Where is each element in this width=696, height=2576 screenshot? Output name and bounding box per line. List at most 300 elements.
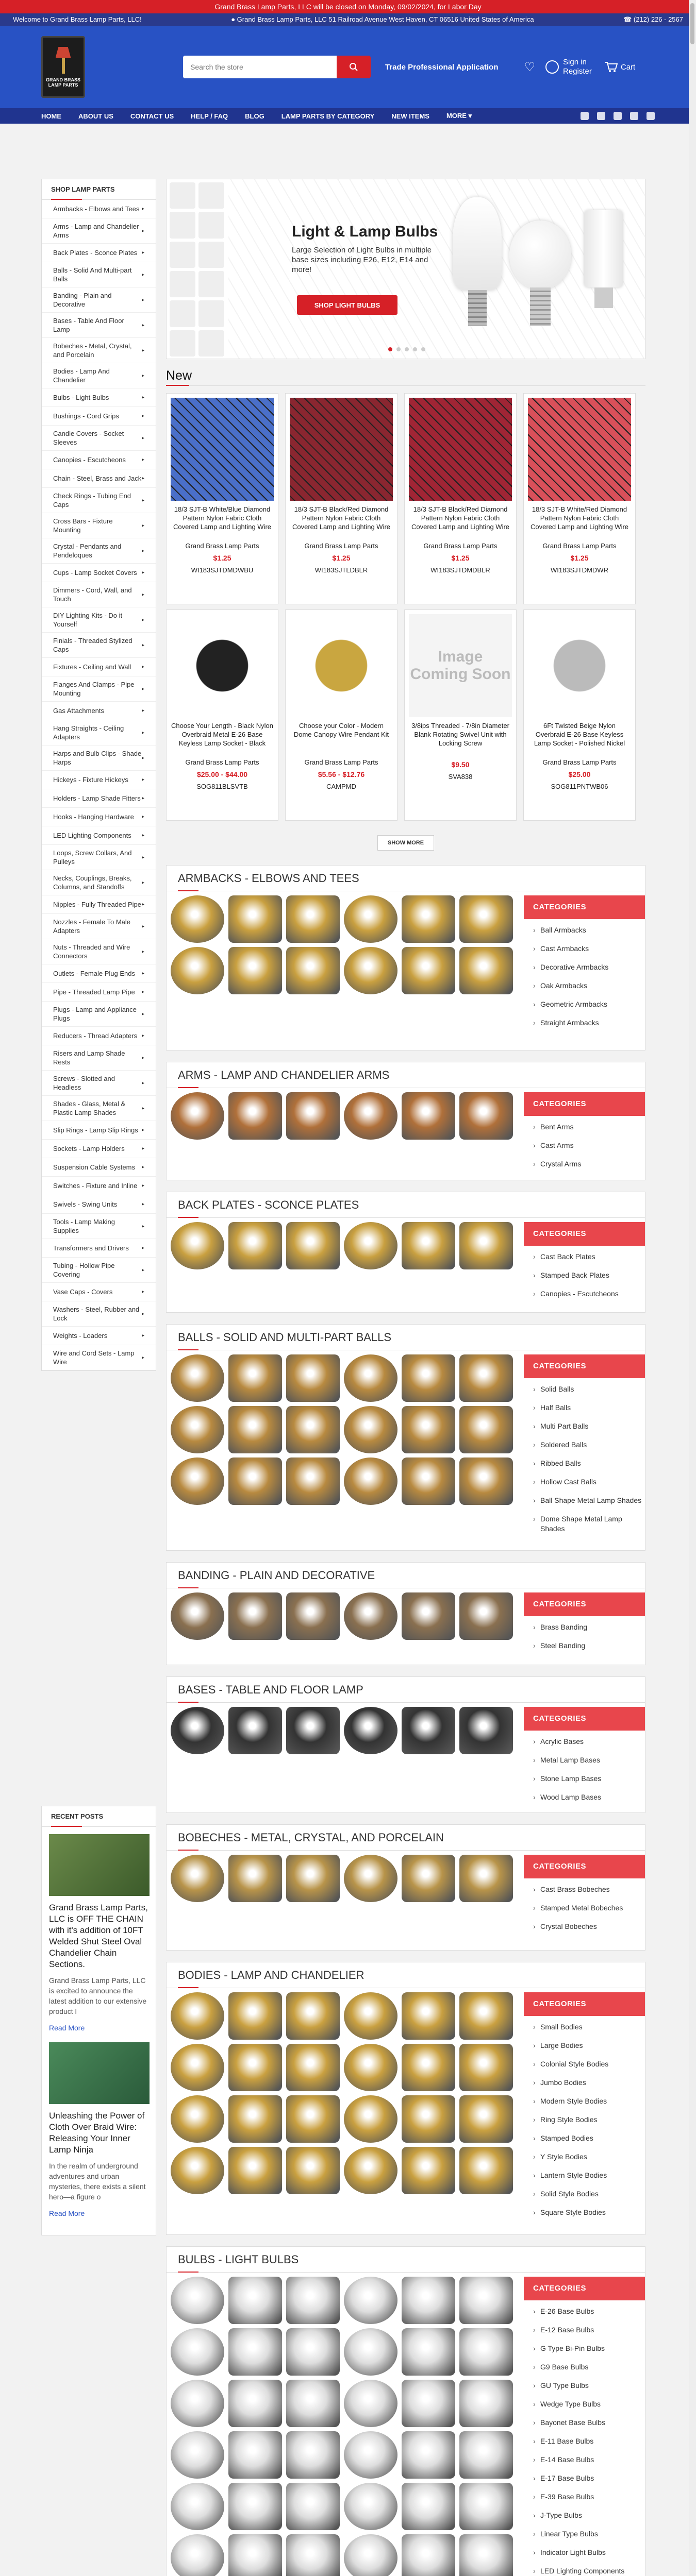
subcategory-link[interactable]: › Cast Armbacks [533,944,645,954]
register-link[interactable]: Register [563,67,592,76]
product-image[interactable] [409,614,512,717]
product-sku: SVA838 [448,773,473,781]
subcategory-link[interactable]: › Straight Armbacks [533,1018,645,1028]
subcategory-link[interactable]: › E-39 Base Bulbs [533,2492,645,2502]
part-image [228,2328,282,2376]
sidebar-item-label: Washers - Steel, Rubber and Lock [53,1306,140,1322]
category-image[interactable] [171,2277,521,2576]
part-image [402,2147,455,2194]
subcategory-link[interactable]: › Small Bodies [533,2022,645,2032]
sidebar-item[interactable] [42,1327,156,1345]
subcategory-link[interactable]: › Square Style Bodies [533,2208,645,2217]
search-button[interactable] [337,56,371,78]
product-card[interactable] [285,609,397,821]
subcategory-box [524,1354,645,1543]
carousel-dots[interactable] [388,347,429,351]
category-section [166,2246,645,2576]
product-price: $9.50 [451,760,470,769]
sidebar-item[interactable] [42,1027,156,1045]
sidebar-item[interactable] [42,426,156,451]
subcategory-link[interactable]: › E-12 Base Bulbs [533,2325,645,2335]
sidebar-item[interactable] [42,939,156,964]
subcategory-link[interactable]: › Bent Arms [533,1122,645,1132]
part-image [228,2044,282,2091]
product-price: $1.25 [213,554,231,562]
sidebar-item[interactable] [42,1345,156,1370]
product-sku: WI183SJTDMDWBU [191,566,254,574]
part-image [402,2431,455,2479]
sidebar-item[interactable] [42,1071,156,1096]
category-section-title[interactable]: BANDING - PLAIN AND DECORATIVE [167,1563,645,1588]
post-image[interactable] [49,1834,150,1896]
sidebar-item[interactable] [42,388,156,407]
subcategory-link[interactable]: › Half Balls [533,1403,645,1413]
subcategory-link[interactable]: › Y Style Bodies [533,2152,645,2162]
part-image [171,2328,224,2376]
product-image[interactable] [171,614,274,717]
category-section-title[interactable]: ARMBACKS - ELBOWS AND TEES [167,866,645,891]
chevron-right-icon: ▸ [141,777,144,783]
subcategory-link[interactable]: › Modern Style Bodies [533,2096,645,2106]
subcategory-heading: CATEGORIES [524,1855,645,1878]
chevron-right-icon: ▸ [141,322,144,328]
product-price: $1.25 [332,554,351,562]
sidebar-item[interactable] [42,914,156,939]
subcategory-link[interactable]: › E-14 Base Bulbs [533,2455,645,2465]
nav-categories[interactable]: LAMP PARTS BY CATEGORY [281,112,375,120]
sidebar-item[interactable] [42,262,156,287]
part-image [228,1992,282,2040]
product-sku: CAMPMD [326,783,356,790]
sidebar-item[interactable] [42,1121,156,1140]
part-image [344,2328,397,2376]
category-section [166,1676,645,1813]
part-image [286,2483,340,2530]
subcategory-link[interactable]: › LED Lighting Components [533,2566,645,2576]
subcategory-link[interactable]: › Lantern Style Bodies [533,2171,645,2180]
nav-contact[interactable]: CONTACT US [130,112,174,120]
twitter-icon[interactable] [597,112,605,120]
product-brand: Grand Brass Lamp Parts [542,542,617,550]
sidebar-item-label: Banding - Plain and Decorative [53,292,112,308]
subcategory-link[interactable]: › Indicator Light Bulbs [533,2548,645,2557]
subcategory-link[interactable]: › Canopies - Escutcheons [533,1289,645,1299]
subcategory-link[interactable]: › Acrylic Bases [533,1737,645,1747]
category-section [166,1192,645,1313]
chevron-right-icon: ▸ [141,476,144,481]
sidebar-item[interactable] [42,1214,156,1239]
subcategory-link[interactable]: › Linear Type Bulbs [533,2529,645,2539]
chevron-right-icon: ▸ [141,708,144,714]
product-name[interactable]: 6Ft Twisted Beige Nylon Overbraid E-26 Base Keyless Lamp Socket - Polished Nickel [534,722,625,747]
chevron-right-icon: ▸ [141,686,144,692]
subcategory-heading: CATEGORIES [524,1592,645,1616]
category-section [166,1824,645,1951]
product-price: $1.25 [451,554,470,562]
product-name[interactable]: Choose your Color - Modern Dome Canopy Wire Pendant Kit [293,722,389,738]
sidebar-item[interactable] [42,789,156,808]
chevron-right-icon: ▸ [141,814,144,820]
subcategory-link[interactable]: › Cast Arms [533,1141,645,1150]
chevron-right-icon: ▸ [141,1201,144,1207]
sidebar-item-label: Pipe - Threaded Lamp Pipe [53,988,135,996]
product-card[interactable] [404,393,517,604]
sidebar-item[interactable] [42,1140,156,1158]
product-card[interactable] [404,609,517,821]
part-image [459,1354,513,1402]
sidebar-item[interactable] [42,702,156,720]
subcategory-link[interactable]: › Cast Brass Bobeches [533,1885,645,1894]
facebook-icon[interactable] [581,112,589,120]
search-input[interactable] [183,56,337,78]
product-card[interactable] [166,609,278,821]
category-section-title[interactable]: BACK PLATES - SCONCE PLATES [167,1192,645,1218]
category-section-title[interactable]: BODIES - LAMP AND CHANDELIER [167,1962,645,1988]
read-more-link[interactable]: Read More [49,2209,85,2217]
category-image[interactable] [171,1855,521,1902]
shop-bulbs-button[interactable]: SHOP LIGHT BULBS [297,295,397,315]
sidebar-item[interactable] [42,1002,156,1027]
sign-in-link[interactable]: Sign in [563,58,587,66]
product-name[interactable]: 18/3 SJT-B Black/Red Diamond Pattern Nylon Fabric Cloth Covered Lamp and Lighting Wire [292,505,391,531]
product-name[interactable]: 18/3 SJT-B White/Red Diamond Pattern Nylon Fabric Cloth Covered Lamp and Lighting Wire [530,505,629,531]
sidebar-item[interactable] [42,720,156,745]
subcategory-link[interactable]: › Bayonet Base Bulbs [533,2418,645,2428]
part-image [286,1406,340,1453]
part-image [459,2147,513,2194]
sidebar-item[interactable] [42,313,156,338]
category-section-title[interactable]: BALLS - SOLID AND MULTI-PART BALLS [167,1325,645,1350]
subcategory-link[interactable]: › Jumbo Bodies [533,2078,645,2088]
product-image[interactable] [528,398,631,501]
part-image [228,1406,282,1453]
subcategory-link[interactable]: › Soldered Balls [533,1440,645,1450]
chevron-right-icon: ▸ [141,497,144,503]
subcategory-link[interactable]: › Steel Banding [533,1641,645,1651]
sidebar-item[interactable] [42,287,156,313]
sidebar-item[interactable] [42,407,156,426]
bulb-base [594,287,613,308]
part-image [171,1458,224,1505]
sidebar-item[interactable] [42,607,156,633]
part-image [344,2431,397,2479]
sidebar-item[interactable] [42,200,156,218]
part-image [228,947,282,994]
sidebar-item[interactable] [42,488,156,513]
banner-subtitle: Large Selection of Light Bulbs in multiple base sizes including E26, E12, E14 and more! [292,246,432,274]
sidebar-item-label: Suspension Cable Systems [53,1163,135,1171]
sidebar-item-label: Balls - Solid And Multi-part Balls [53,266,132,283]
post-image[interactable] [49,2042,150,2104]
chevron-right-icon: ▸ [141,435,144,441]
part-image [459,1458,513,1505]
category-image[interactable] [171,1992,521,2194]
subcategory-link[interactable]: › E-26 Base Bulbs [533,2307,645,2316]
youtube-icon[interactable] [647,112,655,120]
chevron-right-icon: ▸ [141,1333,144,1338]
category-section-title[interactable]: ARMS - LAMP AND CHANDELIER ARMS [167,1062,645,1088]
sidebar-item-label: DIY Lighting Kits - Do it Yourself [53,612,123,628]
subcategory-link[interactable]: › Solid Style Bodies [533,2189,645,2199]
sidebar-item[interactable] [42,1158,156,1177]
subcategory-link[interactable]: › Decorative Armbacks [533,962,645,972]
post-title[interactable]: Unleashing the Power of Cloth Over Braid Wire: Releasing Your Inner Lamp Ninja [49,2111,145,2155]
sidebar-item[interactable] [42,1258,156,1283]
part-image [228,1592,282,1640]
subcategory-link[interactable]: › Crystal Bobeches [533,1922,645,1931]
sidebar-item-label: Cups - Lamp Socket Covers [53,569,137,577]
part-image [344,2534,397,2576]
wishlist-icon[interactable]: ♡ [524,60,536,74]
chevron-right-icon: ▸ [141,1164,144,1170]
sidebar-item-label: Crystal - Pendants and Pendeloques [53,543,122,559]
subcategory-link[interactable]: › Oak Armbacks [533,981,645,991]
sidebar-item[interactable] [42,1195,156,1214]
sidebar-item[interactable] [42,771,156,789]
subcategory-link[interactable]: › Brass Banding [533,1622,645,1632]
subcategory-link[interactable]: › Colonial Style Bodies [533,2059,645,2069]
chevron-right-icon: ▸ [141,272,144,278]
subcategory-link[interactable]: › Stamped Bodies [533,2133,645,2143]
sidebar-item-label: Transformers and Drivers [53,1244,129,1252]
show-more-button[interactable]: SHOW MORE [377,835,434,851]
part-image [344,1855,397,1902]
part-image [344,2095,397,2143]
category-image[interactable] [171,1592,521,1640]
subcategory-heading: CATEGORIES [524,1992,645,2016]
chevron-right-icon: ▸ [141,1311,144,1317]
category-image[interactable] [171,1354,521,1505]
subcategory-link[interactable]: › Crystal Arms [533,1159,645,1169]
subcategory-link[interactable]: › G9 Base Bulbs [533,2362,645,2372]
product-name[interactable]: Choose Your Length - Black Nylon Overbraid Metal E-26 Base Keyless Lamp Socket - Black [171,722,273,747]
nav-new-items[interactable]: NEW ITEMS [391,112,429,120]
product-card[interactable] [523,393,636,604]
product-image[interactable] [409,398,512,501]
part-image [402,1855,455,1902]
chevron-right-icon: ▸ [141,1080,144,1086]
sidebar-item-label: Bodies - Lamp And Chandelier [53,367,110,384]
subcategory-link[interactable]: › Stamped Metal Bobeches [533,1903,645,1913]
category-section-title[interactable]: BASES - TABLE AND FLOOR LAMP [167,1677,645,1703]
sidebar-item[interactable] [42,1177,156,1195]
subcategory-link[interactable]: › Hollow Cast Balls [533,1477,645,1487]
cart-button[interactable]: Cart [604,61,635,73]
sidebar-item[interactable] [42,338,156,363]
post-title[interactable]: Grand Brass Lamp Parts, LLC is OFF THE CHAIN with it's addition of 10FT Welded Shut Steel Oval Chandelier Chain Sections. [49,1903,148,1969]
part-image [459,2095,513,2143]
subcategory-link[interactable]: › Ring Style Bodies [533,2115,645,2125]
sidebar-item[interactable] [42,633,156,658]
product-image[interactable] [290,614,393,717]
product-name[interactable]: 3/8ips Threaded - 7/8in Diameter Blank Rotating Swivel Unit with Locking Screw [411,722,509,747]
category-section [166,865,645,1050]
sidebar-item[interactable] [42,870,156,895]
pinterest-icon[interactable] [630,112,638,120]
sidebar-item[interactable] [42,218,156,244]
sidebar-item[interactable] [42,1239,156,1258]
sidebar-item-label: Gas Attachments [53,707,104,715]
chevron-right-icon: ▸ [141,548,144,554]
sidebar-item-label: Cross Bars - Fixture Mounting [53,517,113,534]
part-image [459,1992,513,2040]
part-image [286,1855,340,1902]
product-price: $1.25 [570,554,589,562]
part-image [402,2044,455,2091]
part-image [286,1592,340,1640]
sidebar-item[interactable] [42,676,156,702]
hero-banner[interactable] [166,179,645,359]
sidebar-item-label: Wire and Cord Sets - Lamp Wire [53,1349,135,1366]
sidebar-item[interactable] [42,363,156,388]
subcategory-link[interactable]: › Ball Shape Metal Lamp Shades [533,1496,645,1505]
subcategory-link[interactable]: › Ribbed Balls [533,1459,645,1468]
sidebar-item[interactable] [42,244,156,262]
banner-thumbnails [167,179,227,359]
nav-help[interactable]: HELP / FAQ [191,112,228,120]
part-image [171,2095,224,2143]
subcategory-link[interactable]: › E-11 Base Bulbs [533,2436,645,2446]
subcategory-link[interactable]: › GU Type Bulbs [533,2381,645,2391]
sidebar-item-label: Canopies - Escutcheons [53,456,126,464]
product-name[interactable]: 18/3 SJT-B Black/Red Diamond Pattern Nylon Fabric Cloth Covered Lamp and Lighting Wire [411,505,510,531]
chevron-right-icon: ▸ [141,250,144,256]
part-image [459,2380,513,2427]
product-image[interactable] [528,614,631,717]
sidebar-item[interactable] [42,1283,156,1301]
product-image[interactable] [290,398,393,501]
subcategory-link[interactable]: › E-17 Base Bulbs [533,2473,645,2483]
subcategory-link[interactable]: › Geometric Armbacks [533,999,645,1009]
store-logo[interactable]: GRAND BRASS LAMP PARTS [41,36,85,98]
bulb-image [453,197,502,290]
category-image[interactable] [171,895,521,994]
subcategory-link[interactable]: › Ball Armbacks [533,925,645,935]
sidebar-item[interactable] [42,451,156,469]
instagram-icon[interactable] [614,112,622,120]
subcategory-link[interactable]: › J-Type Bulbs [533,2511,645,2520]
part-image [286,2431,340,2479]
trade-application-link[interactable]: Trade Professional Application [385,62,499,72]
product-brand: Grand Brass Lamp Parts [185,542,259,550]
phone-number[interactable]: ☎ (212) 226 - 2567 [623,15,683,23]
category-sidebar [41,179,156,1371]
product-brand: Grand Brass Lamp Parts [542,758,617,766]
part-image [171,2431,224,2479]
sidebar-item[interactable] [42,826,156,845]
sidebar-item[interactable] [42,538,156,564]
sidebar-item[interactable] [42,895,156,914]
read-more-link[interactable]: Read More [49,2024,85,2032]
part-image [171,2277,224,2324]
sidebar-item[interactable] [42,582,156,607]
subcategory-link[interactable]: › Metal Lamp Bases [533,1755,645,1765]
part-image [459,2431,513,2479]
sidebar-item[interactable] [42,808,156,826]
subcategory-link[interactable]: › Stamped Back Plates [533,1270,645,1280]
sidebar-item[interactable] [42,564,156,582]
subcategory-link[interactable]: › Wood Lamp Bases [533,1792,645,1802]
nav-blog[interactable]: BLOG [245,112,264,120]
part-image [171,1992,224,2040]
part-image [459,1406,513,1453]
subcategory-link[interactable]: › Multi Part Balls [533,1421,645,1431]
sidebar-item-label: Nuts - Threaded and Wire Connectors [53,943,130,960]
category-section-title[interactable]: BOBECHES - METAL, CRYSTAL, AND PORCELAIN [167,1825,645,1851]
subcategory-link[interactable]: › G Type Bi-Pin Bulbs [533,2344,645,2353]
sidebar-item-label: Dimmers - Cord, Wall, and Touch [53,586,132,603]
nav-about[interactable]: ABOUT US [78,112,113,120]
part-image [171,1092,224,1140]
sidebar-item[interactable] [42,513,156,538]
chevron-right-icon: ▸ [141,1183,144,1189]
sidebar-item[interactable] [42,983,156,1002]
part-image [171,947,224,994]
category-image[interactable] [171,1222,521,1269]
sidebar-item[interactable] [42,1096,156,1121]
chevron-right-icon: ▸ [141,854,144,860]
part-image [402,947,455,994]
sidebar-item[interactable] [42,469,156,488]
chevron-right-icon: ▸ [141,617,144,623]
subcategory-link[interactable]: › Wedge Type Bulbs [533,2399,645,2409]
part-image [171,1222,224,1269]
sidebar-item-label: Vase Caps - Covers [53,1288,113,1296]
part-image [344,1092,397,1140]
sidebar-item[interactable] [42,1045,156,1071]
product-card[interactable] [523,609,636,821]
product-brand: Grand Brass Lamp Parts [185,758,259,766]
product-name[interactable]: 18/3 SJT-B White/Blue Diamond Pattern Nylon Fabric Cloth Covered Lamp and Lighting Wire [173,505,272,531]
chevron-right-icon: ▸ [141,297,144,303]
part-image [459,2483,513,2530]
scrollbar[interactable] [689,0,696,2576]
sidebar-item-label: Screws - Slotted and Headless [53,1075,115,1091]
product-price: $25.00 [568,770,591,778]
product-sku: WI183SJTDMDWR [551,566,608,574]
bulb-base [530,287,551,326]
category-image[interactable] [171,1707,521,1754]
subcategory-box [524,1855,645,1940]
category-image[interactable] [171,1092,521,1140]
category-section-title[interactable]: BULBS - LIGHT BULBS [167,2247,645,2273]
sidebar-item[interactable] [42,745,156,771]
sidebar-item[interactable] [42,658,156,676]
nav-more[interactable]: MORE ▾ [446,112,472,120]
image-placeholder-text: Image Coming Soon [410,648,511,683]
sidebar-item[interactable] [42,964,156,983]
subcategory-link[interactable]: › Dome Shape Metal Lamp Shades [533,1514,645,1534]
nav-home[interactable]: HOME [41,112,61,120]
part-image [286,1707,340,1754]
part-image [228,895,282,943]
chevron-right-icon: ▸ [141,879,144,886]
product-image[interactable] [171,398,274,501]
product-brand: Grand Brass Lamp Parts [304,758,378,766]
subcategory-link[interactable]: › Stone Lamp Bases [533,1774,645,1784]
sidebar-item[interactable] [42,845,156,870]
subcategory-link[interactable]: › Large Bodies [533,2041,645,2050]
account-links[interactable] [545,58,592,76]
subcategory-link[interactable]: › Solid Balls [533,1384,645,1394]
recent-posts-title: RECENT POSTS [42,1806,156,1827]
subcategory-link[interactable]: › Cast Back Plates [533,1252,645,1262]
part-image [344,1992,397,2040]
product-card[interactable] [166,393,278,604]
sidebar-item-label: LED Lighting Components [53,832,131,839]
sidebar-item[interactable] [42,1301,156,1327]
product-card[interactable] [285,393,397,604]
